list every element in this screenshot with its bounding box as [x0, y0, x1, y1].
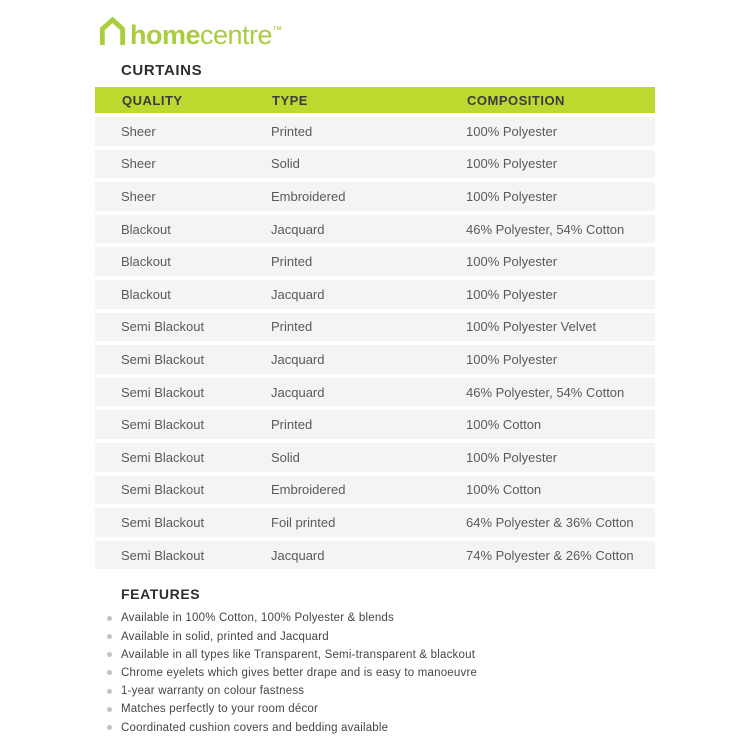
table-cell-quality: Semi Blackout — [121, 417, 205, 433]
feature-item — [95, 700, 655, 718]
table-cell-type: Jacquard — [271, 547, 325, 563]
table-cell-composition: 100% Polyester — [466, 188, 558, 204]
bullet-icon — [107, 652, 112, 657]
bullet-icon — [107, 707, 112, 712]
table-cell-type: Embroidered — [271, 188, 346, 204]
table-row — [95, 443, 655, 472]
table-cell-quality: Semi Blackout — [121, 547, 205, 563]
feature-item — [95, 646, 655, 664]
features-title: FEATURES — [121, 586, 201, 603]
feature-item — [95, 664, 655, 682]
table-cell-quality: Blackout — [121, 221, 171, 237]
table-cell-quality: Blackout — [121, 254, 171, 270]
feature-item — [95, 628, 655, 646]
page-title: CURTAINS — [121, 62, 203, 79]
table-cell-quality: Semi Blackout — [121, 384, 205, 400]
bullet-icon — [107, 634, 112, 639]
table-cell-type: Printed — [271, 319, 313, 335]
table-cell-type: Embroidered — [271, 482, 346, 498]
table-body — [95, 117, 655, 569]
table-header-row — [95, 87, 655, 113]
table-cell-type: Printed — [271, 417, 313, 433]
brand-logo — [98, 16, 283, 50]
table-row — [95, 182, 655, 211]
brand-wordmark — [130, 16, 282, 50]
column-header-type: TYPE — [272, 92, 308, 108]
trademark-symbol: ™ — [272, 25, 283, 36]
table-cell-quality: Sheer — [121, 188, 156, 204]
feature-item — [95, 718, 655, 736]
table-cell-composition: 100% Polyester — [466, 286, 558, 302]
bullet-icon — [107, 689, 112, 694]
feature-text: Matches perfectly to your room décor — [121, 703, 319, 716]
table-row — [95, 541, 655, 570]
table-row — [95, 215, 655, 244]
table-cell-composition: 46% Polyester, 54% Cotton — [466, 384, 625, 400]
table-cell-type: Foil printed — [271, 514, 336, 530]
table-cell-type: Solid — [271, 156, 300, 172]
table-cell-type: Jacquard — [271, 384, 325, 400]
table-cell-composition: 100% Polyester — [466, 123, 558, 139]
table-cell-composition: 100% Polyester Velvet — [466, 319, 597, 335]
table-cell-type: Jacquard — [271, 221, 325, 237]
table-row — [95, 378, 655, 407]
features-list — [95, 609, 655, 736]
table-row — [95, 313, 655, 342]
table-cell-composition: 100% Polyester — [466, 156, 558, 172]
table-cell-composition: 100% Polyester — [466, 449, 558, 465]
table-cell-type: Jacquard — [271, 286, 325, 302]
column-header-composition: COMPOSITION — [467, 92, 565, 108]
table-row — [95, 247, 655, 276]
table-cell-composition: 100% Cotton — [466, 482, 542, 498]
house-icon — [98, 16, 127, 46]
table-row — [95, 476, 655, 505]
feature-text: Chrome eyelets which gives better drape and is easy to manoeuvre — [121, 666, 478, 679]
table-cell-type: Solid — [271, 449, 300, 465]
table-cell-composition: 74% Polyester & 26% Cotton — [466, 547, 634, 563]
table-cell-quality: Semi Blackout — [121, 482, 205, 498]
feature-text: Coordinated cushion covers and bedding available — [121, 721, 389, 734]
table-row — [95, 117, 655, 146]
feature-item — [95, 682, 655, 700]
table-cell-quality: Sheer — [121, 123, 156, 139]
table-cell-composition: 100% Cotton — [466, 417, 542, 433]
content-column — [95, 62, 655, 737]
feature-item — [95, 609, 655, 627]
table-cell-quality: Blackout — [121, 286, 171, 302]
table-cell-quality: Semi Blackout — [121, 514, 205, 530]
table-cell-type: Jacquard — [271, 351, 325, 367]
features-section — [95, 587, 655, 736]
brand-word-centre: centre — [200, 20, 273, 50]
feature-text: 1-year warranty on colour fastness — [121, 685, 305, 698]
table-cell-composition: 46% Polyester, 54% Cotton — [466, 221, 625, 237]
column-header-quality: QUALITY — [122, 92, 183, 108]
table-row — [95, 410, 655, 439]
table-cell-composition: 64% Polyester & 36% Cotton — [466, 514, 634, 530]
table-row — [95, 150, 655, 179]
table-cell-quality: Semi Blackout — [121, 319, 205, 335]
table-row — [95, 345, 655, 374]
bullet-icon — [107, 616, 112, 621]
bullet-icon — [107, 670, 112, 675]
feature-text: Available in all types like Transparent, Semi-transparent & blackout — [121, 648, 476, 661]
bullet-icon — [107, 725, 112, 730]
feature-text: Available in 100% Cotton, 100% Polyester & blends — [121, 612, 394, 625]
table-cell-type: Printed — [271, 254, 313, 270]
feature-text: Available in solid, printed and Jacquard — [121, 630, 329, 643]
table-cell-composition: 100% Polyester — [466, 254, 558, 270]
table-cell-type: Printed — [271, 123, 313, 139]
table-cell-quality: Sheer — [121, 156, 156, 172]
table-cell-composition: 100% Polyester — [466, 351, 558, 367]
brand-word-home: home — [130, 20, 201, 50]
curtains-table — [95, 87, 655, 569]
table-cell-quality: Semi Blackout — [121, 449, 205, 465]
table-row — [95, 280, 655, 309]
table-row — [95, 508, 655, 537]
table-cell-quality: Semi Blackout — [121, 351, 205, 367]
